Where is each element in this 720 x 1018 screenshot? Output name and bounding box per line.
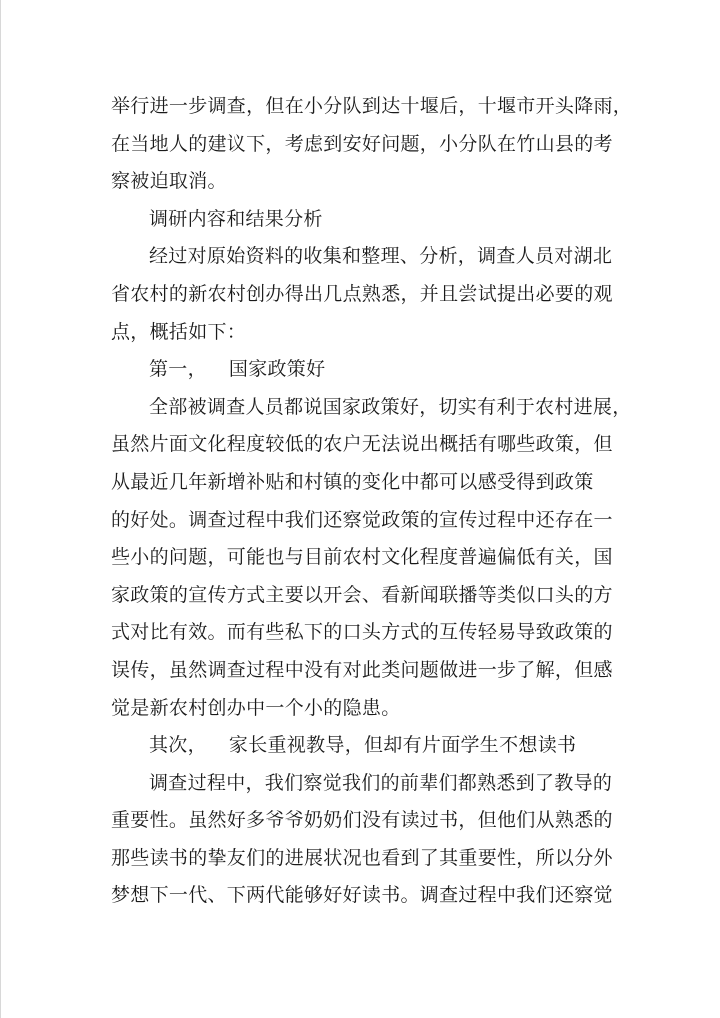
text-line: 在当地人的建议下，考虑到安好问题，小分队在竹山县的考: [111, 132, 613, 155]
text-line: 梦想下一代、下两代能够好好读书。调查过程中我们还察觉: [111, 884, 613, 907]
text-line: 全部被调查人员都说国家政策好，切实有利于农村进展，: [149, 395, 632, 418]
text-line: 经过对原始资料的收集和整理、分析，调查人员对湖北: [149, 245, 613, 268]
point-title: 家长重视教导，但却有片面学生不想读书: [228, 734, 577, 757]
point-title: 国家政策好: [228, 358, 326, 381]
section-heading: 调研内容和结果分析: [149, 207, 323, 230]
text-line: 从最近几年新增补贴和村镇的变化中都可以感受得到政策: [111, 470, 594, 493]
text-line: 举行进一步调查，但在小分队到达十堰后，十堰市开头降雨，: [111, 95, 633, 117]
text-line: 些小的问题，可能也与目前农村文化程度普遍偏低有关，国: [111, 546, 613, 569]
point-number: 第一，: [149, 358, 207, 381]
text-line: 重要性。虽然好多爷爷奶奶们没有读过书，但他们从熟悉的: [111, 809, 613, 832]
point-heading: [111, 727, 616, 765]
document-body: [111, 88, 633, 915]
text-line: 省农村的新农村创办得出几点熟悉，并且尝试提出必要的观: [111, 282, 613, 305]
point-number: 其次，: [149, 734, 207, 757]
text-line: 察被迫取消。: [111, 170, 227, 193]
text-line: 点，概括如下：: [111, 320, 247, 343]
text-line: 觉是新农村创办中一个小的隐患。: [111, 696, 401, 719]
text-line: 误传，虽然调查过程中没有对此类问题做进一步了解，但感: [111, 658, 613, 681]
text-line: 的好处。调查过程中我们还察觉政策的宣传过程中还存在一: [111, 508, 613, 531]
text-line: 虽然片面文化程度较低的农户无法说出概括有哪些政策，但: [111, 433, 613, 456]
text-line: 家政策的宣传方式主要以开会、看新闻联播等类似口头的方: [111, 583, 613, 606]
text-line: 式对比有效。而有些私下的口头方式的互传轻易导致政策的: [111, 621, 613, 644]
text-line: 调查过程中，我们察觉我们的前辈们都熟悉到了教导的: [149, 771, 613, 794]
point-heading: [111, 351, 616, 389]
text-line: 那些读书的挚友们的进展状况也看到了其重要性，所以分外: [111, 846, 613, 869]
